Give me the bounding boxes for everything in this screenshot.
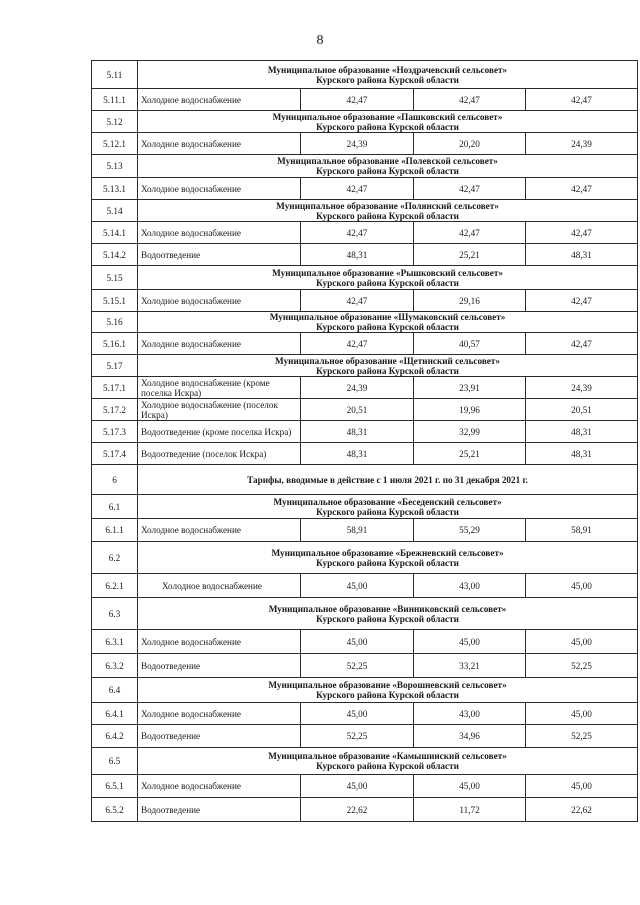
row-number: 6.4	[92, 678, 138, 703]
row-number: 5.17.3	[92, 421, 138, 443]
row-number: 5.17	[92, 355, 138, 377]
tariff-value-v1: 45,00	[301, 703, 414, 725]
tariff-value-v2: 20,20	[414, 133, 526, 155]
district-name: Курского района Курской области	[316, 74, 459, 85]
municipality-name: Муниципальное образование «Ноздрачевский сельсовет»	[267, 64, 508, 75]
row-number: 5.14	[92, 200, 138, 222]
tariff-value-v3: 20,51	[526, 399, 638, 421]
district-name: Курского района Курской области	[316, 690, 459, 700]
table-row	[92, 775, 638, 798]
municipality-header-row	[92, 542, 638, 574]
tariff-value-v2: 32,99	[414, 421, 526, 443]
row-number: 6.3.1	[92, 630, 138, 654]
tariff-value-v1: 42,47	[301, 222, 414, 244]
table-row	[92, 89, 638, 111]
row-number: 5.11	[92, 61, 138, 89]
tariff-value-v3: 45,00	[526, 574, 638, 598]
district-name: Курского района Курской области	[316, 166, 459, 176]
municipality-title	[138, 542, 638, 574]
section-title: Тарифы, вводимые в действие с 1 июля 2021 г. по 31 декабря 2021 г.	[138, 465, 638, 495]
service-name: Холодное водоснабжение	[138, 775, 301, 798]
service-name: Холодное водоснабжение	[138, 133, 301, 155]
tariff-value-v1: 48,31	[301, 421, 414, 443]
row-number: 6.3.2	[92, 654, 138, 678]
row-number: 5.16.1	[92, 333, 138, 355]
district-name: Курского района Курской области	[316, 613, 459, 624]
municipality-name: Муниципальное образование «Рышковский сельсовет»	[272, 267, 503, 278]
table-row	[92, 654, 638, 678]
municipality-name: Муниципальное образование «Брежневский сельсовет»	[271, 547, 504, 558]
tariff-value-v1: 45,00	[301, 574, 414, 598]
table-row	[92, 178, 638, 200]
tariff-value-v1: 45,00	[301, 775, 414, 798]
table-row	[92, 333, 638, 355]
row-number: 6.5.1	[92, 775, 138, 798]
municipality-header-row	[92, 312, 638, 333]
municipality-name: Муниципальное образование «Полевской сельсовет»	[277, 156, 498, 166]
tariff-value-v1: 22,62	[301, 798, 414, 822]
section-header-row	[92, 465, 638, 495]
tariff-value-v2: 42,47	[414, 222, 526, 244]
service-name: Холодное водоснабжение	[138, 178, 301, 200]
table-row	[92, 798, 638, 822]
tariff-value-v1: 24,39	[301, 133, 414, 155]
service-name: Водоотведение	[138, 798, 301, 822]
municipality-title	[138, 200, 638, 222]
tariff-value-v1: 24,39	[301, 377, 414, 399]
municipality-header-row	[92, 266, 638, 290]
tariff-value-v2: 45,00	[414, 630, 526, 654]
district-name: Курского района Курской области	[316, 761, 459, 771]
tariff-value-v2: 40,57	[414, 333, 526, 355]
table-row	[92, 133, 638, 155]
tariff-value-v3: 42,47	[526, 222, 638, 244]
municipality-title	[138, 312, 638, 333]
tariff-value-v2: 29,16	[414, 290, 526, 312]
district-name: Курского района Курской области	[316, 322, 459, 332]
tariff-value-v1: 52,25	[301, 725, 414, 748]
municipality-title	[138, 355, 638, 377]
table-row	[92, 222, 638, 244]
district-name: Курского района Курской области	[316, 277, 459, 288]
municipality-header-row	[92, 598, 638, 630]
municipality-name: Муниципальное образование «Ворошневский сельсовет»	[268, 680, 507, 690]
table-row	[92, 443, 638, 465]
row-number: 6.2.1	[92, 574, 138, 598]
municipality-title	[138, 111, 638, 133]
municipality-title	[138, 598, 638, 630]
tariff-value-v2: 33,21	[414, 654, 526, 678]
row-number: 5.11.1	[92, 89, 138, 111]
tariff-value-v3: 22,62	[526, 798, 638, 822]
tariff-value-v1: 42,47	[301, 290, 414, 312]
municipality-name: Муниципальное образование «Полянский сельсовет»	[276, 200, 499, 211]
tariff-value-v2: 43,00	[414, 574, 526, 598]
tariff-value-v3: 42,47	[526, 89, 638, 111]
row-number: 5.13	[92, 155, 138, 178]
tariff-value-v2: 25,21	[414, 244, 526, 266]
municipality-header-row	[92, 495, 638, 519]
municipality-header-row	[92, 200, 638, 222]
service-name: Холодное водоснабжение	[138, 703, 301, 725]
municipality-title	[138, 61, 638, 89]
tariff-value-v2: 45,00	[414, 775, 526, 798]
municipality-name: Муниципальное образование «Шумаковский сельсовет»	[269, 312, 506, 322]
tariff-value-v3: 45,00	[526, 703, 638, 725]
municipality-title	[138, 266, 638, 290]
row-number: 5.12.1	[92, 133, 138, 155]
tariff-value-v1: 42,47	[301, 89, 414, 111]
table-row	[92, 703, 638, 725]
municipality-header-row	[92, 111, 638, 133]
service-name: Холодное водоснабжение	[138, 89, 301, 111]
tariff-value-v1: 42,47	[301, 178, 414, 200]
tariff-value-v2: 42,47	[414, 178, 526, 200]
tariff-value-v3: 48,31	[526, 443, 638, 465]
table-row	[92, 399, 638, 421]
row-number: 5.16	[92, 312, 138, 333]
table-row	[92, 421, 638, 443]
tariff-value-v1: 48,31	[301, 244, 414, 266]
tariff-value-v1: 45,00	[301, 630, 414, 654]
page-number: 8	[316, 33, 324, 48]
tariff-value-v2: 42,47	[414, 89, 526, 111]
row-number: 5.15.1	[92, 290, 138, 312]
municipality-header-row	[92, 155, 638, 178]
table-row	[92, 519, 638, 542]
service-name: Водоотведение	[138, 654, 301, 678]
row-number: 6.2	[92, 542, 138, 574]
tariff-value-v2: 43,00	[414, 703, 526, 725]
municipality-header-row	[92, 61, 638, 89]
tariff-value-v1: 42,47	[301, 333, 414, 355]
service-name: Холодное водоснабжение	[138, 333, 301, 355]
table-row	[92, 290, 638, 312]
row-number: 6.5.2	[92, 798, 138, 822]
row-number: 5.17.1	[92, 377, 138, 399]
tariff-value-v2: 23,91	[414, 377, 526, 399]
service-name: Холодное водоснабжение	[138, 630, 301, 654]
municipality-header-row	[92, 678, 638, 703]
tariff-value-v3: 45,00	[526, 630, 638, 654]
tariff-value-v3: 42,47	[526, 333, 638, 355]
municipality-name: Муниципальное образование «Беседенский сельсовет»	[273, 496, 502, 507]
tariff-value-v3: 52,25	[526, 725, 638, 748]
municipality-title	[138, 678, 638, 703]
tariff-value-v3: 24,39	[526, 377, 638, 399]
service-name: Водоотведение	[138, 725, 301, 748]
row-number: 6.3	[92, 598, 138, 630]
tariff-value-v1: 58,91	[301, 519, 414, 542]
table-row	[92, 574, 638, 598]
service-name: Водоотведение (поселок Искра)	[138, 443, 301, 465]
service-name: Водоотведение	[138, 244, 301, 266]
table-row	[92, 244, 638, 266]
table-row	[92, 377, 638, 399]
tariff-table	[91, 60, 638, 822]
municipality-title	[138, 748, 638, 775]
table-row	[92, 725, 638, 748]
tariff-value-v2: 34,96	[414, 725, 526, 748]
municipality-name: Муниципальное образование «Винниковский сельсовет»	[268, 603, 507, 614]
tariff-value-v3: 48,31	[526, 244, 638, 266]
row-number: 6.1	[92, 495, 138, 519]
row-number: 5.13.1	[92, 178, 138, 200]
row-number: 5.14.2	[92, 244, 138, 266]
service-name: Холодное водоснабжение	[138, 519, 301, 542]
tariff-value-v1: 52,25	[301, 654, 414, 678]
municipality-header-row	[92, 748, 638, 775]
service-name: Водоотведение (кроме поселка Искра)	[138, 421, 301, 443]
service-name: Холодное водоснабжение	[138, 290, 301, 312]
tariff-value-v3: 52,25	[526, 654, 638, 678]
tariff-value-v3: 42,47	[526, 178, 638, 200]
tariff-value-v1: 20,51	[301, 399, 414, 421]
municipality-name: Муниципальное образование «Камышинский сельсовет»	[268, 751, 507, 761]
table-row	[92, 630, 638, 654]
row-number: 5.17.4	[92, 443, 138, 465]
district-name: Курского района Курской области	[316, 210, 459, 221]
row-number: 6.5	[92, 748, 138, 775]
municipality-name: Муниципальное образование «Щетинский сельсовет»	[275, 355, 500, 366]
tariff-value-v3: 58,91	[526, 519, 638, 542]
tariff-value-v3: 48,31	[526, 421, 638, 443]
row-number: 6.1.1	[92, 519, 138, 542]
municipality-title	[138, 495, 638, 519]
row-number: 6.4.1	[92, 703, 138, 725]
tariff-value-v3: 45,00	[526, 775, 638, 798]
row-number: 5.12	[92, 111, 138, 133]
district-name: Курского района Курской области	[316, 506, 459, 517]
row-number: 5.14.1	[92, 222, 138, 244]
district-name: Курского района Курской области	[316, 557, 459, 568]
municipality-name: Муниципальное образование «Пашковский сельсовет»	[272, 111, 503, 122]
row-number: 6.4.2	[92, 725, 138, 748]
tariff-value-v2: 55,29	[414, 519, 526, 542]
service-name: Холодное водоснабжение (кроме поселка Искра)	[138, 377, 301, 399]
tariff-value-v3: 24,39	[526, 133, 638, 155]
tariff-value-v1: 48,31	[301, 443, 414, 465]
tariff-value-v2: 25,21	[414, 443, 526, 465]
row-number: 5.15	[92, 266, 138, 290]
service-name: Холодное водоснабжение	[138, 574, 301, 598]
tariff-value-v2: 11,72	[414, 798, 526, 822]
service-name: Холодное водоснабжение	[138, 222, 301, 244]
district-name: Курского района Курской области	[316, 121, 459, 132]
municipality-title	[138, 155, 638, 178]
service-name: Холодное водоснабжение (поселок Искра)	[138, 399, 301, 421]
district-name: Курского района Курской области	[316, 365, 459, 376]
municipality-header-row	[92, 355, 638, 377]
row-number: 6	[92, 465, 138, 495]
tariff-value-v3: 42,47	[526, 290, 638, 312]
row-number: 5.17.2	[92, 399, 138, 421]
tariff-value-v2: 19,96	[414, 399, 526, 421]
